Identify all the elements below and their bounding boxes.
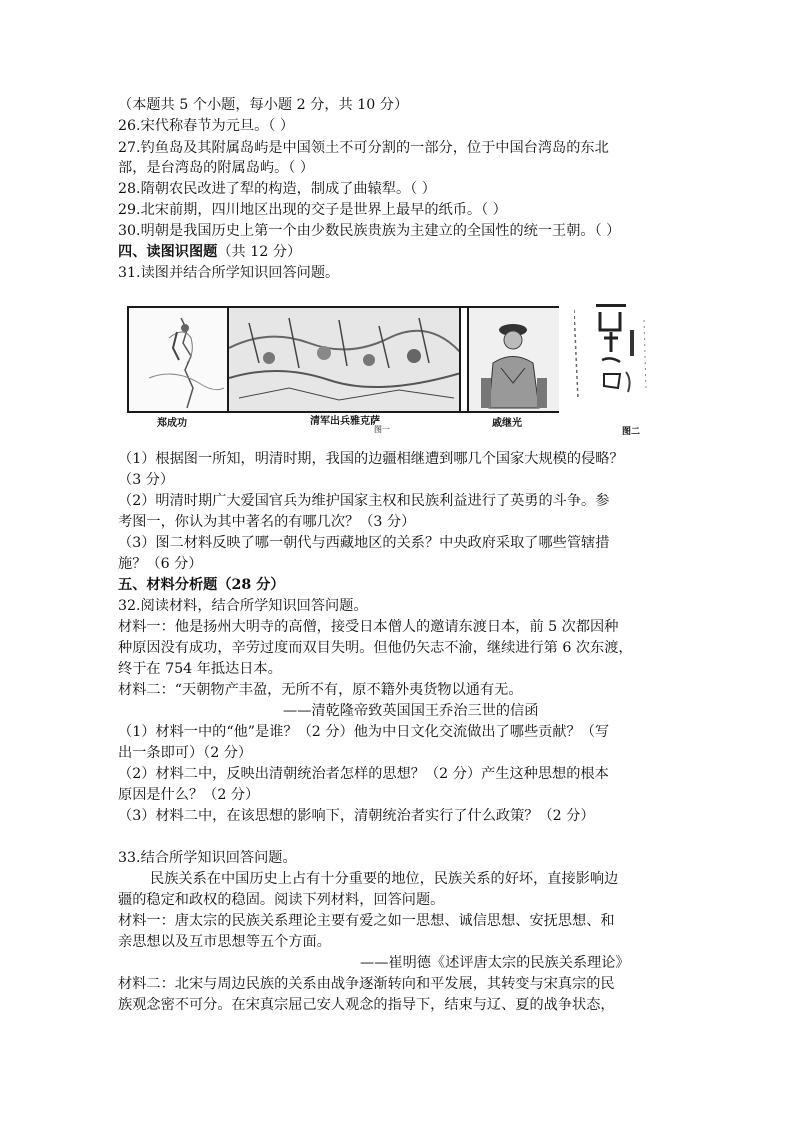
q33-material-1-source: ——崔明德《述评唐太宗的民族关系理论》: [360, 955, 630, 971]
question-30: 30.明朝是我国历史上第一个由少数民族贵族为主建立的全国性的统一王朝。（ ）: [118, 223, 621, 239]
section4-heading: [118, 242, 688, 262]
section3-note: （本题共 5 个小题，每小题 2 分，共 10 分）: [118, 97, 409, 113]
figure-1-image: [127, 306, 559, 413]
question-32-3: （3）材料二中，在该思想的影响下，清朝统治者实行了什么政策？（2 分）: [118, 808, 595, 824]
question-32-1-line2: 出一条即可）（2 分）: [118, 745, 253, 761]
question-32: 32.阅读材料，结合所学知识回答问题。: [118, 598, 368, 614]
question-31-3-line2: 施？（6 分）: [118, 556, 203, 572]
question-28: 28.隋朝农民改进了犁的构造，制成了曲辕犁。（ ）: [118, 181, 436, 197]
q33-material-2-line2: 族观念密不可分。在宋真宗屈己安人观念的指导下，结束与辽、夏的战争状态，: [118, 997, 615, 1013]
question-32-1-line1: （1）材料一中的“他”是谁？（2 分）他为中日文化交流做出了哪些贡献？（写: [118, 724, 610, 740]
material-2-source: ——清乾隆帝致英国国王乔治三世的信函: [283, 703, 539, 719]
question-33-intro-line2: 疆的稳定和政权的稳固。阅读下列材料，回答问题。: [118, 892, 445, 908]
yaksa-battle-image: [229, 308, 461, 411]
caption-zheng-chenggong: 郑成功: [157, 418, 187, 429]
material-2-line1: 材料二：“天朝物产丰盈，无所不有，原不籍外夷货物以通有无。: [118, 682, 523, 698]
question-33-intro-line1: 民族关系在中国历史上占有十分重要的地位，民族关系的好坏，直接影响边: [150, 871, 619, 887]
caption-yaksa: 清军出兵雅克萨: [310, 416, 380, 427]
caption-qi-jiguang: 戚继光: [492, 418, 522, 429]
material-1-line2: 种原因没有成功，辛劳过度而双目失明。但他仍矢志不渝，继续进行第 6 次东渡，: [118, 640, 633, 656]
caption-figure-1: 图一: [374, 425, 390, 434]
question-29: 29.北宋前期，四川地区出现的交子是世界上最早的纸币。（ ）: [118, 202, 507, 218]
question-31-2-line2: 考图一，你认为其中著名的有哪几次？（3 分）: [118, 514, 416, 530]
caption-figure-2: 图二: [622, 427, 641, 437]
question-31-1-line2: （3 分）: [118, 472, 175, 488]
section5-title: 五、材料分析题（28 分）: [118, 577, 285, 593]
question-31-1-line1: （1）根据图一所知，明清时期，我国的边疆相继遭到哪几个国家大规模的侵略？: [118, 451, 624, 467]
question-26: 26.宋代称春节为元旦。（ ）: [118, 118, 295, 134]
section4-note: （共 12 分）: [217, 244, 302, 260]
question-31-2-line1: （2）明清时期广大爱国官兵为维护国家主权和民族利益进行了英勇的斗争。参: [118, 493, 610, 509]
question-27-line2: 部，是台湾岛的附属岛屿。（ ）: [118, 160, 315, 176]
q33-material-1-line2: 亲思想以及互市思想等五个方面。: [118, 934, 331, 950]
qi-jiguang-image: [461, 308, 559, 411]
material-1-line3: 终于在 754 年抵达日本。: [118, 661, 282, 677]
question-31: 31.读图并结合所学知识回答问题。: [118, 265, 340, 281]
material-1-line1: 材料一：他是扬州大明寺的高僧，接受日本僧人的邀请东渡日本，前 5 次都因种: [118, 619, 619, 635]
question-27-line1: 27.钓鱼岛及其附属岛屿是中国领土不可分割的一部分，位于中国台湾岛的东北: [118, 140, 609, 156]
question-32-2-line1: （2）材料二中，反映出清朝统治者怎样的思想？（2 分）产生这种思想的根本: [118, 766, 609, 782]
zheng-chenggong-image: [129, 308, 229, 411]
question-31-3-line1: （3）图二材料反映了哪一朝代与西藏地区的关系？中央政府采取了哪些管辖措: [118, 535, 610, 551]
figure-2-image: [574, 300, 658, 412]
question-32-2-line2: 原因是什么？（2 分）: [118, 787, 260, 803]
q33-material-2-line1: 材料二：北宋与周边民族的关系由战争逐渐转向和平发展，其转变与宋真宗的民: [118, 976, 615, 992]
section4-title: 四、读图识图题: [118, 244, 218, 260]
question-33: 33.结合所学知识回答问题。: [118, 850, 297, 866]
q33-material-1-line1: 材料一：唐太宗的民族关系理论主要有爱之如一思想、诚信思想、安抚思想、和: [118, 913, 615, 929]
